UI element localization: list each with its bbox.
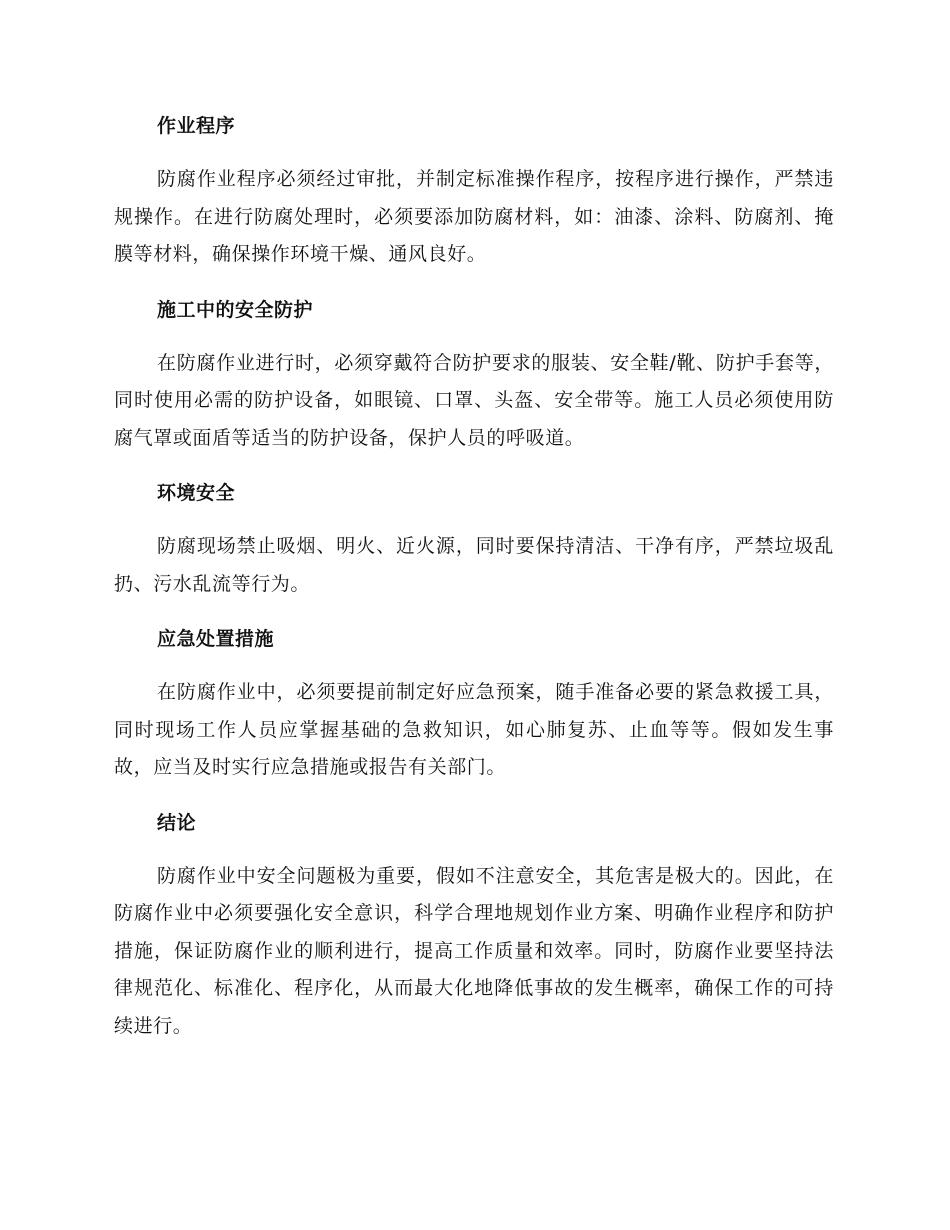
section-paragraph: 防腐作业中安全问题极为重要，假如不注意安全，其危害是极大的。因此，在防腐作业中必须要强化安全意识，科学合理地规划作业方案、明确作业程序和防护措施，保证防腐作业的顺利进行，提高工作质量和效率。同时，防腐作业要坚持法律规范化、标准化、程序化，从而最大化地降低事故的发生概率，确保工作的可持续进行。 bbox=[114, 864, 834, 1037]
section-heading: 应急处置措施 bbox=[157, 628, 275, 650]
section-conclusion bbox=[114, 805, 834, 1046]
section-paragraph: 在防腐作业进行时，必须穿戴符合防护要求的服装、安全鞋/靴、防护手套等，同时使用必需的防护设备，如眼镜、口罩、头盔、安全带等。施工人员必须使用防腐气罩或面盾等适当的防护设备，保护人员的呼吸道。 bbox=[114, 351, 834, 449]
section-paragraph: 防腐现场禁止吸烟、明火、近火源，同时要保持清洁、干净有序，严禁垃圾乱扔、污水乱流等行为。 bbox=[114, 535, 834, 595]
section-emergency bbox=[114, 621, 834, 787]
section-procedure bbox=[114, 108, 834, 274]
section-heading: 作业程序 bbox=[157, 115, 236, 137]
section-environment bbox=[114, 475, 834, 603]
section-paragraph: 防腐作业程序必须经过审批，并制定标准操作程序，按程序进行操作，严禁违规操作。在进行防腐处理时，必须要添加防腐材料，如：油漆、涂料、防腐剂、掩膜等材料，确保操作环境干燥、通风良好。 bbox=[114, 168, 834, 265]
document-content bbox=[114, 108, 834, 1063]
section-protection bbox=[114, 292, 834, 458]
section-paragraph: 在防腐作业中，必须要提前制定好应急预案，随手准备必要的紧急救援工具，同时现场工作人员应掌握基础的急救知识，如心肺复苏、止血等等。假如发生事故，应当及时实行应急措施或报告有关部门。 bbox=[114, 681, 834, 778]
section-heading: 环境安全 bbox=[157, 482, 236, 504]
section-heading: 施工中的安全防护 bbox=[157, 298, 314, 321]
section-heading: 结论 bbox=[157, 811, 197, 834]
